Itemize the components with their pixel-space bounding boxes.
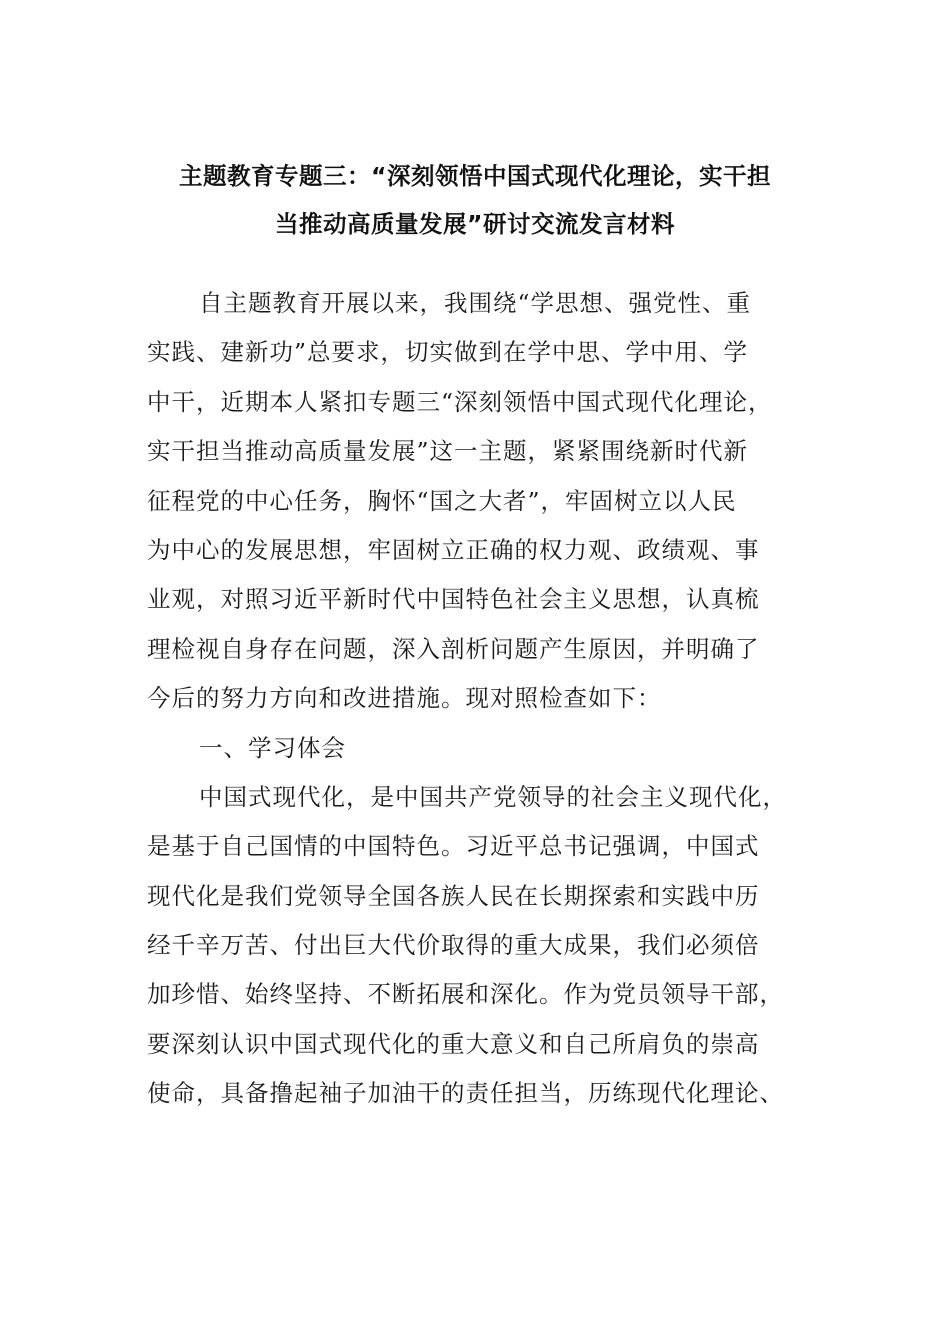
paragraph-1-line-5: 征程党的中心任务，胸怀“国之大者”，牢固树立以人民 xyxy=(147,486,737,515)
paragraph-2-line-4: 经千辛万苦、付出巨大代价取得的重大成果，我们必须倍 xyxy=(147,931,760,960)
document-title xyxy=(140,152,810,248)
paragraph-1-line-3: 中干，近期本人紧扣专题三“深刻领悟中国式现代化理论， xyxy=(147,387,773,416)
paragraph-1-line-8: 理检视自身存在问题，深入剖析问题产生原因，并明确了 xyxy=(147,634,760,663)
paragraph-1-line-9: 今后的努力方向和改进措施。现对照检查如下： xyxy=(147,684,662,713)
document-body xyxy=(147,279,807,1119)
paragraph-1-line-1: 自主题教育开展以来，我围绕“学思想、强党性、重 xyxy=(199,289,752,317)
paragraph-1-line-2: 实践、建新功”总要求，切实做到在学中思、学中用、学 xyxy=(147,338,749,367)
title-line-1: 主题教育专题三：“深刻领悟中国式现代化理论，实干担 xyxy=(179,162,771,190)
paragraph-1-line-7: 业观，对照习近平新时代中国特色社会主义思想，认真梳 xyxy=(147,585,760,614)
section-heading: 一、学习体会 xyxy=(199,733,346,762)
paragraph-2-line-7: 使命，具备撸起袖子加油干的责任担当，历练现代化理论、 xyxy=(147,1079,784,1108)
title-line-2: 当推动高质量发展”研讨交流发言材料 xyxy=(275,210,675,238)
paragraph-2-line-1: 中国式现代化，是中国共产党领导的社会主义现代化， xyxy=(199,782,787,811)
paragraph-2-line-6: 要深刻认识中国式现代化的重大意义和自己所肩负的崇高 xyxy=(147,1029,760,1058)
paragraph-1-line-6: 为中心的发展思想，牢固树立正确的权力观、政绩观、事 xyxy=(147,535,760,564)
paragraph-2-line-3: 现代化是我们党领导全国各族人民在长期探索和实践中历 xyxy=(147,881,760,910)
paragraph-1-line-4: 实干担当推动高质量发展”这一主题，紧紧围绕新时代新 xyxy=(147,437,749,466)
paragraph-2-line-5: 加珍惜、始终坚持、不断拓展和深化。作为党员领导干部， xyxy=(147,980,784,1009)
paragraph-2-line-2: 是基于自己国情的中国特色。习近平总书记强调，中国式 xyxy=(147,832,760,861)
